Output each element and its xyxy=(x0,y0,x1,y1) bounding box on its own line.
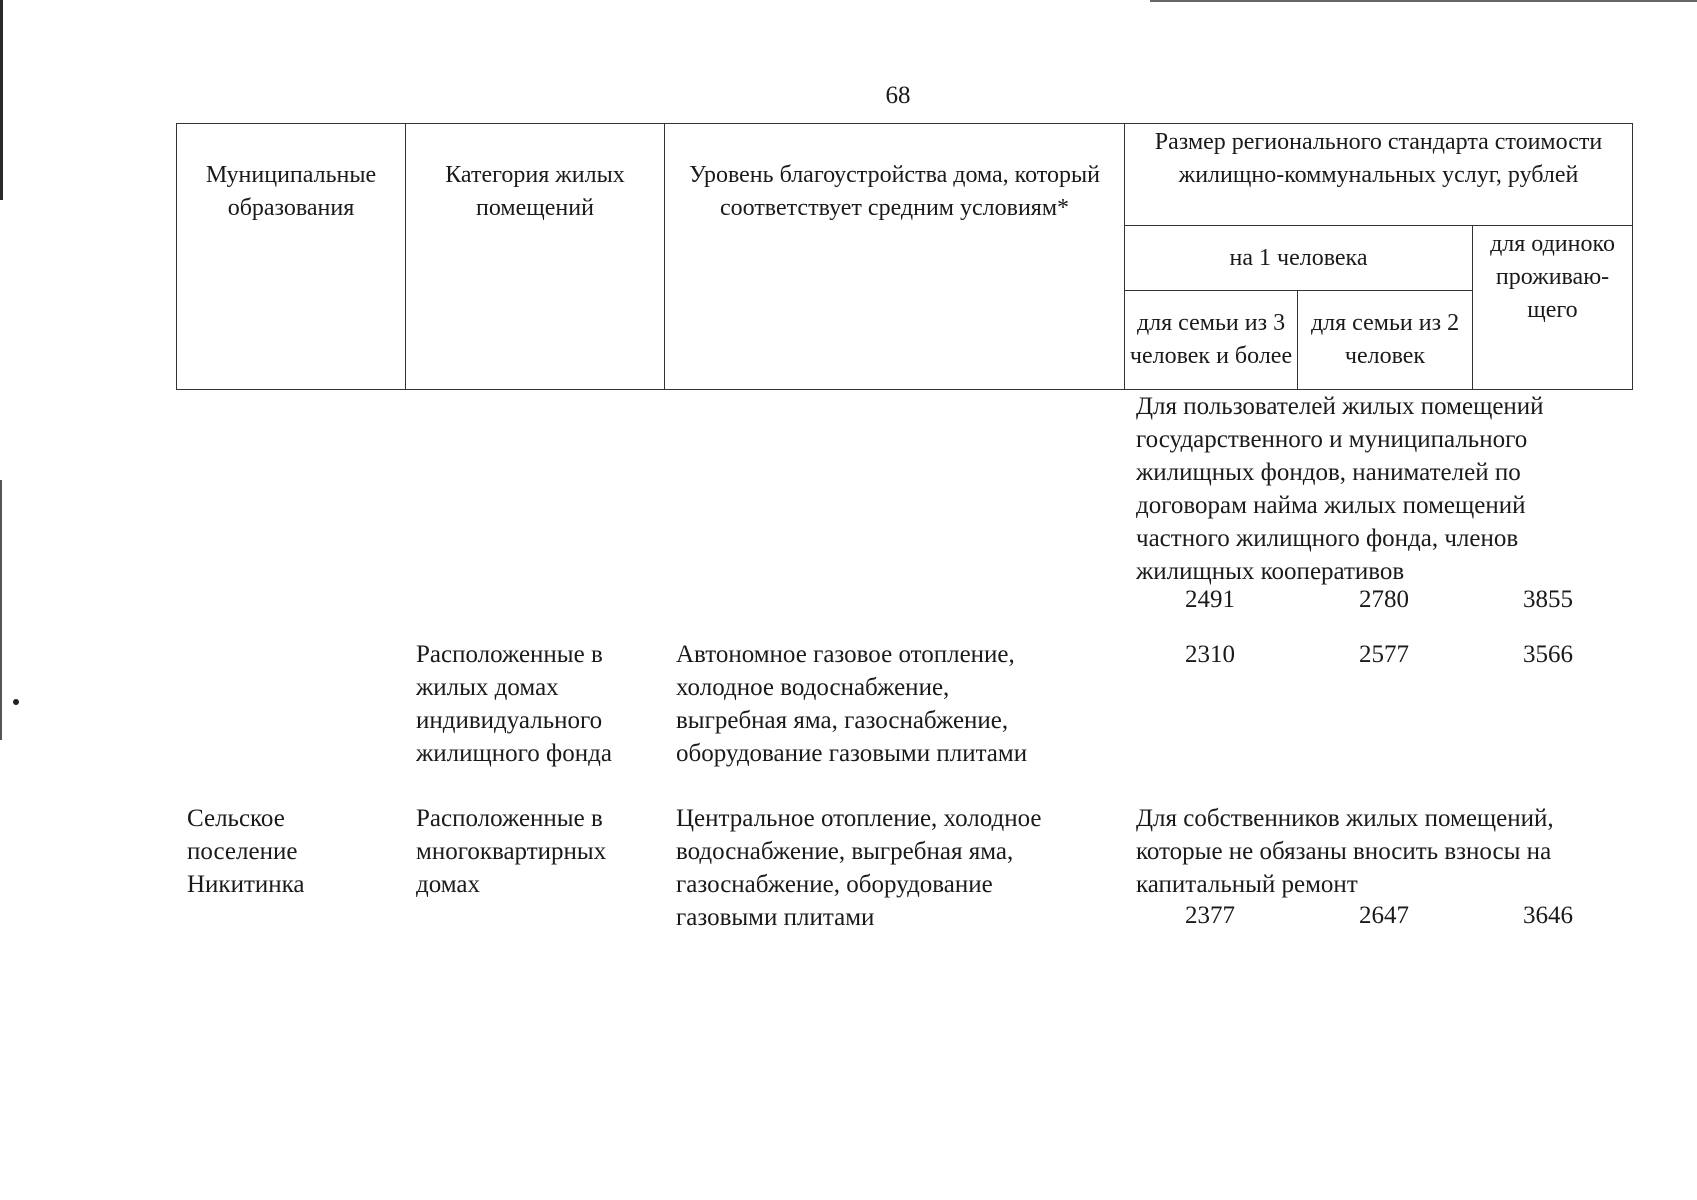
value-family-3: 2377 xyxy=(1185,902,1235,929)
value-family-3: 2310 xyxy=(1185,641,1235,668)
value-family-2: 2577 xyxy=(1359,641,1409,668)
header-table xyxy=(176,123,1633,390)
value-single: 3566 xyxy=(1523,641,1573,668)
header-single-resident: для одиноко проживаю-щего xyxy=(1473,226,1633,390)
header-family-3: для семьи из 3 человек и более xyxy=(1125,291,1298,390)
row-nikitinka-category: Расположенные в многоквартирных домах xyxy=(416,805,607,898)
header-per-person: на 1 человека xyxy=(1125,226,1473,291)
scan-dot xyxy=(13,699,19,705)
row-individual-level: Автономное газовое отопление, холодное водоснабжение, выгребная яма, газоснабжение, оборудование газовыми плитами xyxy=(676,641,1028,767)
value-single: 3855 xyxy=(1523,586,1573,613)
page-top-rule xyxy=(1150,0,1697,2)
header-municipality: Муниципальные образования xyxy=(177,124,406,390)
header-standard-size: Размер регионального стандарта стоимости жилищно-коммунальных услуг, рублей xyxy=(1125,124,1633,226)
page-number: 68 xyxy=(885,82,911,109)
section-note-owners: Для собственников жилых помещений, которые не обязаны вносить взносы на капитальный ремонт xyxy=(1136,805,1554,898)
page-edge-line xyxy=(0,480,2,740)
header-category: Категория жилых помещений xyxy=(406,124,665,390)
row-nikitinka-level: Центральное отопление, холодное водоснабжение, выгребная яма, газоснабжение, оборудование газовыми плитами xyxy=(676,805,1042,931)
value-single: 3646 xyxy=(1523,902,1573,929)
header-family-2: для семьи из 2 человек xyxy=(1298,291,1473,390)
value-family-2: 2780 xyxy=(1359,586,1409,613)
section-note-tenants: Для пользователей жилых помещений государственного и муниципального жилищных фондов, нанимателей по договорам найма жилых помещений частного жилищного фонда, членов жилищных кооперативов xyxy=(1136,393,1544,585)
row-nikitinka-municipality: Сельское поселение Никитинка xyxy=(187,805,305,898)
header-level: Уровень благоустройства дома, который соответствует средним условиям* xyxy=(665,124,1125,390)
page-edge-line xyxy=(0,0,3,200)
value-family-3: 2491 xyxy=(1185,586,1235,613)
value-family-2: 2647 xyxy=(1359,902,1409,929)
row-individual-category: Расположенные в жилых домах индивидуального жилищного фонда xyxy=(416,641,612,767)
